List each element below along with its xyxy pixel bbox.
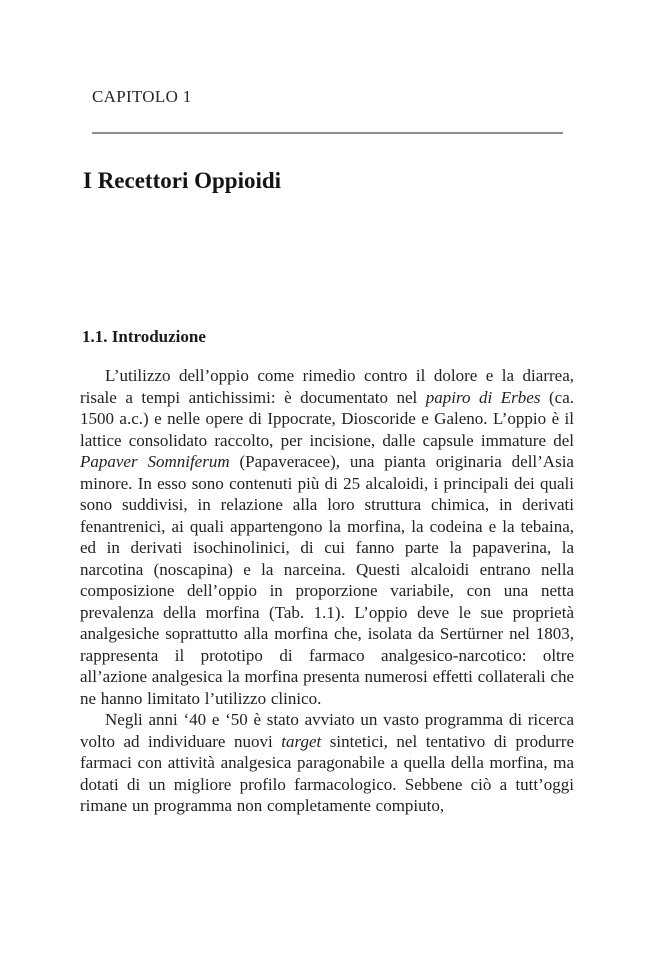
text-segment: Negli anni ‘40 e ‘50 è stato avviato un vasto programma di ricerca volto ad individuare nuovi <box>80 710 574 751</box>
section-heading: 1.1. Introduzione <box>82 326 206 346</box>
chapter-title: I Recettori Oppioidi <box>83 167 282 193</box>
header-rule <box>92 132 563 134</box>
body-text <box>80 365 574 817</box>
text-segment: (ca. 1500 a.c.) e nelle opere di Ippocrate, Dioscoride e Galeno. L’oppio è il lattice consolidato raccolto, per incisione, dalle capsule immature del <box>80 387 574 450</box>
chapter-label: CAPITOLO 1 <box>92 87 192 106</box>
paragraph <box>80 709 574 817</box>
italic-text: papiro di Erbes <box>425 387 541 407</box>
text-segment: L’utilizzo dell’oppio come rimedio contro il dolore e la diarrea, risale a tempi antichissimi: è documentato nel <box>80 366 574 407</box>
paragraph <box>80 365 574 709</box>
text-segment: sintetici, nel tentativo di produrre farmaci con attività analgesica paragonabile a quella della morfina, ma dotati di un migliore profilo farmacologico. Sebbene ciò a tutt’oggi rimane un programma non completamente compiuto, <box>80 731 575 815</box>
italic-text: Papaver Somniferum <box>80 452 230 471</box>
italic-text: target <box>281 731 322 751</box>
text-segment: (Papaveracee), una pianta originaria dell’Asia minore. In esso sono contenuti più di 25 alcaloidi, i principali dei quali sono suddivisi, in relazione alla loro struttura chimica, in derivati fenantrenici, ai quali appartengono la morfina, la codeina e la tebaina, ed in derivati isochinolinici, di cui fanno parte la papaverina, la narcotina (noscapina) e la narceina. Questi alcaloidi entrano nella composizione dell’oppio in proporzione variabile, con una netta prevalenza della morfina (Tab. 1.1). L’oppio deve le sue proprietà analgesiche soprattutto alla morfina che, isolata da Sertürner nel 1803, rappresenta il prototipo di farmaco analgesico-narcotico: oltre all’azione analgesica la morfina presenta numerosi effetti collaterali che ne hanno limitato l’utilizzo clinico. <box>80 452 574 708</box>
